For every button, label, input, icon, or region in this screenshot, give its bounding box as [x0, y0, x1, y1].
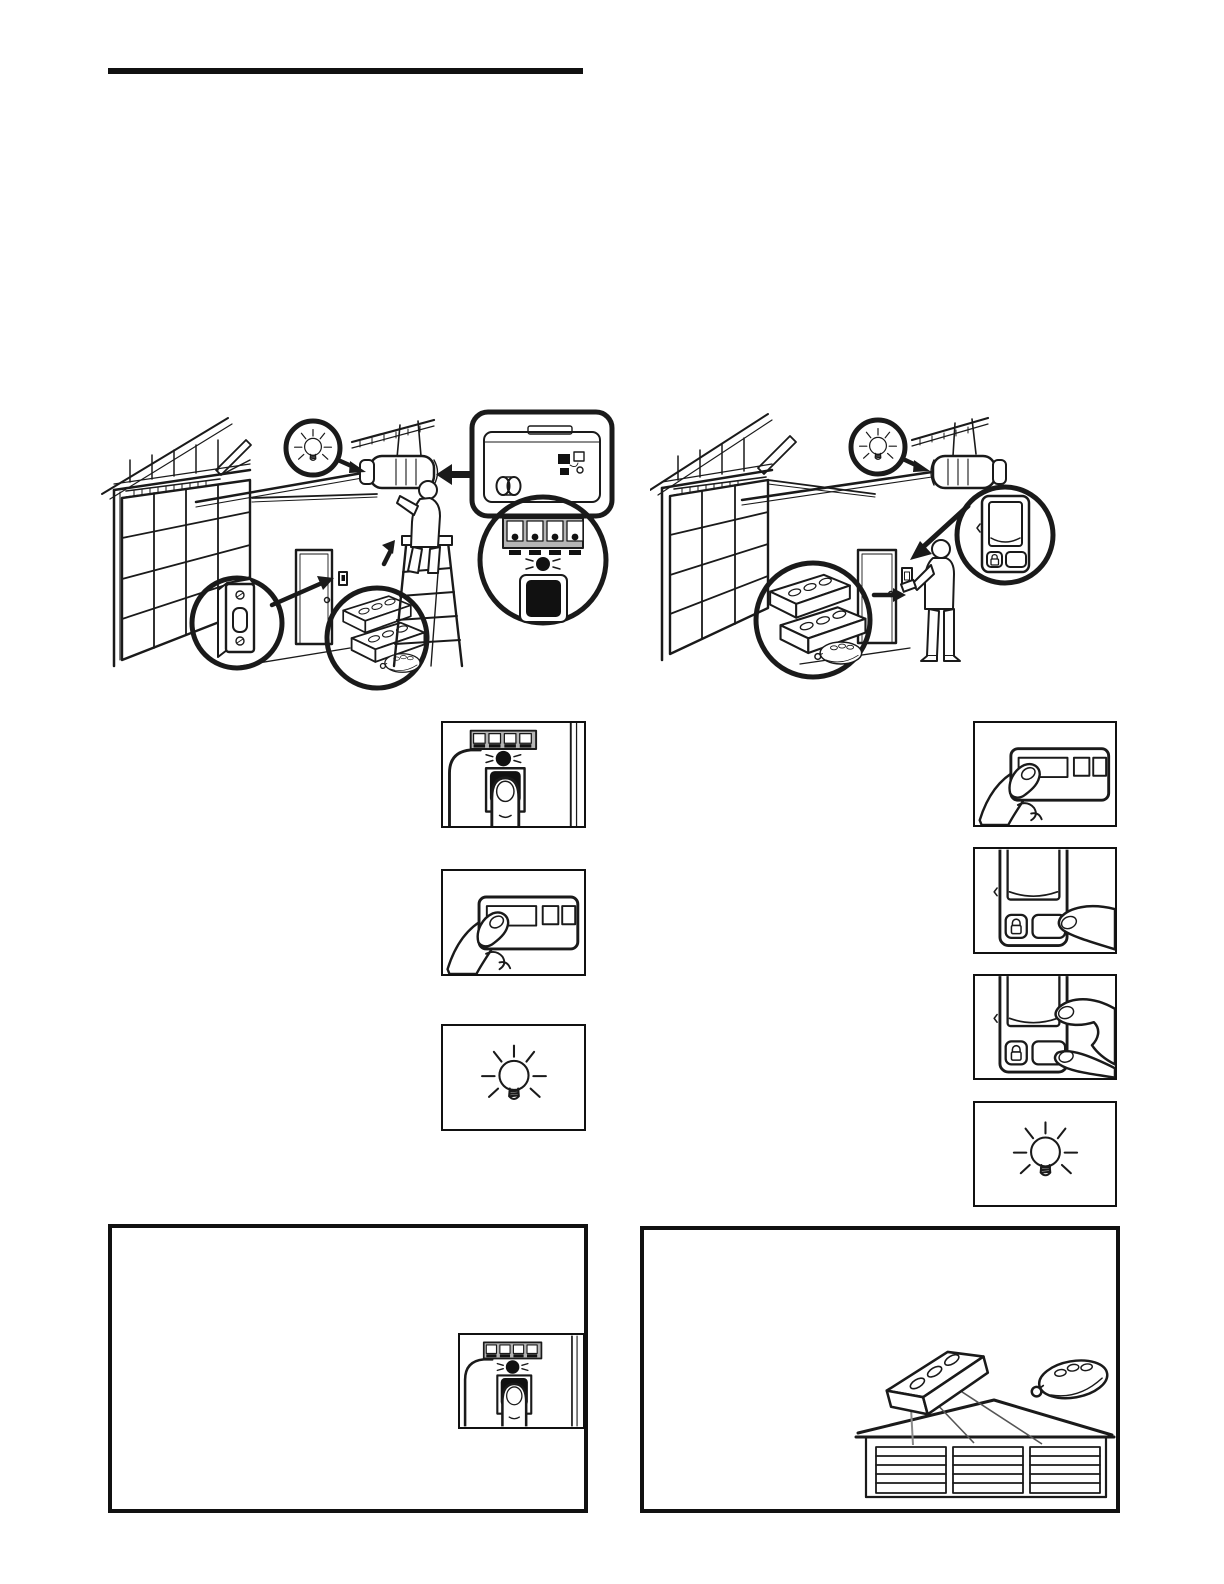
mini-keychain-remote [1028, 1355, 1111, 1404]
step-press-remote-button [973, 721, 1117, 827]
note-box-multi-door-programming [640, 1226, 1120, 1513]
wall-control-circle-inset [957, 487, 1053, 583]
door-control-icon [994, 849, 1067, 946]
step-press-remote-button [441, 869, 586, 976]
person-at-door [901, 540, 960, 661]
step-press-door-control-button [973, 847, 1117, 954]
garage-door [670, 480, 768, 654]
step-opener-light-blinks [973, 1101, 1117, 1207]
step-opener-light-blinks [441, 1024, 586, 1131]
scene-program-at-opener [100, 398, 630, 698]
remotes-over-three-door-garage [644, 1230, 1116, 1509]
ceiling-bracket [912, 418, 988, 456]
press-learn-button-icon [465, 1336, 577, 1427]
three-door-garage [856, 1400, 1114, 1497]
pressing-finger [1059, 906, 1115, 949]
note-inset-press-learn-button [458, 1333, 585, 1429]
multi-function-door-control [977, 496, 1029, 572]
light-bulb-icon [482, 1046, 546, 1099]
light-bulb-icon [860, 429, 897, 460]
arrow-from-rear-inset [436, 464, 472, 485]
note-box-erase-codes [108, 1224, 588, 1513]
opener-head-unit [931, 456, 1006, 488]
light-bulb-icon [295, 430, 332, 461]
ceiling-bracket [352, 420, 434, 458]
hand-pressing-remote-icon [448, 897, 578, 974]
scene-program-at-door-control [650, 398, 1130, 698]
door-control-pushbutton-station [218, 579, 254, 657]
opener-light-bulb-circle [851, 420, 930, 474]
learn-led [536, 557, 550, 571]
press-learn-button-icon [449, 723, 576, 826]
light-bulb-icon [1014, 1122, 1077, 1175]
step-press-learn-button [441, 721, 586, 828]
opener-rear-panel-inset [472, 412, 612, 516]
arrow-to-opener [913, 460, 930, 472]
hand-pressing-remote-icon [980, 749, 1109, 825]
three-button-remote [881, 1343, 994, 1423]
back-wall-door [296, 550, 347, 644]
step-hold-door-control-buttons [973, 974, 1117, 1080]
section-heading-rule [108, 68, 583, 74]
learn-button [526, 580, 561, 617]
